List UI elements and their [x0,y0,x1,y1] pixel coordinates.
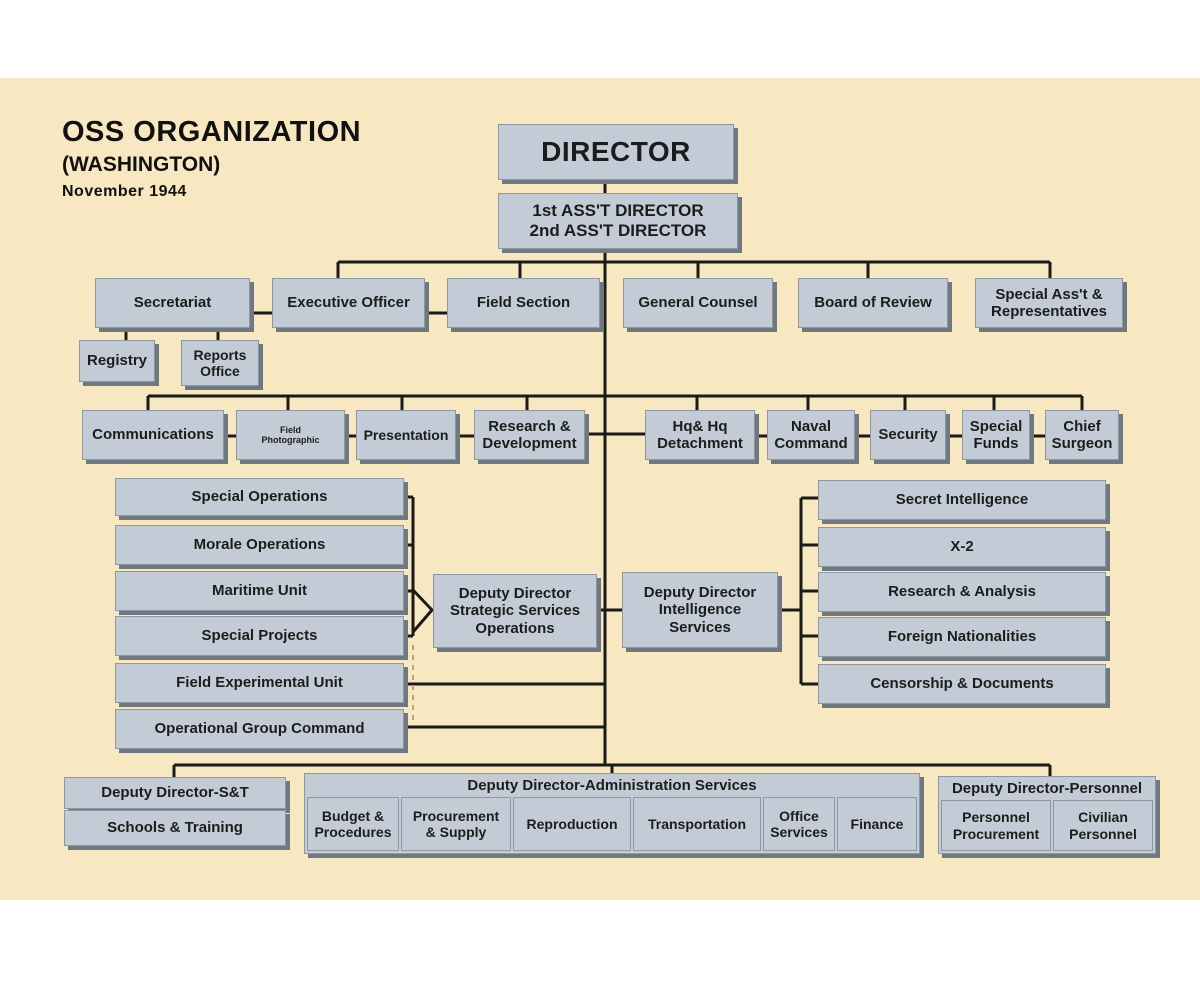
special-funds-label-line2: Funds [973,435,1019,452]
field-photographic-label-line2: Photographic [261,435,320,445]
field-experimental-unit-label: Field Experimental Unit [176,674,343,692]
reports-office-label-line1: Reports [193,346,247,363]
chart-subtitle: (WASHINGTON) [62,153,221,176]
special-asst-box [975,278,1123,328]
naval-command-label-line2: Command [774,435,848,452]
budget-label-line1: Budget & [321,807,385,824]
communications-box [82,410,224,460]
research-development-label-line2: Development [482,435,577,452]
ops-unit-box [115,478,404,516]
presentation-label: Presentation [363,426,449,443]
board-of-review-label: Board of Review [814,294,932,312]
chief-surgeon-label-line2: Surgeon [1051,435,1113,452]
admin-unit-box [513,797,631,851]
special-projects-label: Special Projects [201,627,318,645]
first-asst-director-label: 1st ASS'T DIRECTOR [532,201,704,221]
director-label: DIRECTOR [541,135,691,167]
intel-unit-box [818,617,1106,657]
intel-deputy-label-line2: Intelligence [658,601,742,619]
assistant-director-box [498,193,738,249]
special-operations-label: Special Operations [191,488,328,506]
executive-officer-label: Executive Officer [287,294,410,312]
ops-unit-box [115,571,404,611]
intel-unit-box [818,527,1106,567]
schools-training-label: Schools & Training [107,819,243,837]
procurement-supply-label-line1: Procurement [412,807,500,824]
admin-unit-box [633,797,761,851]
special-funds-box [962,410,1030,460]
chief-surgeon-box [1045,410,1119,460]
admin-unit-box [401,797,511,851]
procurement-supply-label-line2: & Supply [425,824,487,840]
deputy-director-st-box [64,777,286,809]
operational-group-command-label: Operational Group Command [154,720,365,738]
admin-services-title: Deputy Director-Administration Services [467,777,757,794]
office-services-label-line2: Services [770,824,828,840]
civilian-personnel-label-line1: Civilian [1078,809,1128,826]
special-asst-label-line1: Special Ass't & [995,285,1103,303]
naval-command-label-line1: Naval [790,417,832,435]
admin-unit-box [763,797,835,851]
deputy-director-intelligence-box [622,572,778,648]
secretariat-box [95,278,250,328]
secret-intelligence-label: Secret Intelligence [895,491,1029,509]
schools-training-box [64,810,286,846]
presentation-box [356,410,456,460]
reports-office-box [181,340,259,386]
morale-operations-label: Morale Operations [193,536,326,554]
reports-office-label-line2: Office [200,363,240,379]
chart-title: OSS ORGANIZATION [62,116,362,148]
general-counsel-box [623,278,773,328]
chief-surgeon-label-line1: Chief [1063,417,1101,435]
field-photographic-label-line1: Field [279,424,301,435]
foreign-nationalities-label: Foreign Nationalities [887,628,1037,646]
board-of-review-box [798,278,948,328]
ops-unit-box [115,525,404,565]
executive-officer-box [272,278,425,328]
deputy-director-st-label: Deputy Director-S&T [101,784,249,802]
research-development-label-line1: Research & [488,417,571,435]
maritime-unit-label: Maritime Unit [211,582,307,600]
chart-date: November 1944 [62,183,187,200]
second-asst-director-label: 2nd ASS'T DIRECTOR [529,221,707,240]
personnel-procurement-label-line2: Procurement [952,825,1040,842]
intel-unit-box [818,572,1106,612]
deputy-director-operations-box [433,574,597,648]
naval-command-box [767,410,855,460]
ops-deputy-label-line2: Strategic Services [449,602,581,620]
x2-label: X-2 [950,538,974,556]
research-development-box [474,410,585,460]
intel-deputy-label-line1: Deputy Director [643,584,757,602]
security-label: Security [878,426,938,444]
personnel-unit-box [1053,800,1153,851]
special-asst-label-line2: Representatives [991,303,1107,320]
civilian-personnel-label-line2: Personnel [1069,825,1137,842]
general-counsel-label: General Counsel [638,294,758,312]
finance-label: Finance [850,815,904,832]
hq-detachment-box [645,410,755,460]
censorship-documents-label: Censorship & Documents [870,675,1054,693]
communications-label: Communications [92,426,214,444]
office-services-label-line1: Office [779,807,819,824]
ops-deputy-label-line3: Operations [475,619,555,637]
hq-detachment-label-line1: Hq& Hq [672,417,728,435]
ops-unit-box [115,663,404,703]
security-box [870,410,946,460]
special-funds-label-line1: Special [969,417,1023,435]
field-photographic-box [236,410,345,460]
transportation-label: Transportation [647,815,746,832]
intel-deputy-label-line3: Services [669,618,731,636]
director-box [498,124,734,180]
ops-deputy-label-line1: Deputy Director [458,585,572,603]
research-analysis-label: Research & Analysis [888,583,1036,601]
reproduction-label: Reproduction [526,815,618,832]
hq-detachment-label-line2: Detachment [657,435,743,452]
personnel-title: Deputy Director-Personnel [951,780,1143,797]
ops-unit-box [115,616,404,656]
registry-box [79,340,155,382]
field-section-label: Field Section [476,294,571,312]
ops-unit-box [115,709,404,749]
personnel-procurement-label-line1: Personnel [962,809,1030,826]
admin-unit-box [837,797,917,851]
personnel-unit-box [941,800,1051,851]
admin-unit-box [307,797,399,851]
intel-unit-box [818,664,1106,704]
field-section-box [447,278,600,328]
registry-label: Registry [86,352,148,370]
budget-label-line2: Procedures [314,824,392,840]
intel-unit-box [818,480,1106,520]
secretariat-label: Secretariat [133,294,212,312]
